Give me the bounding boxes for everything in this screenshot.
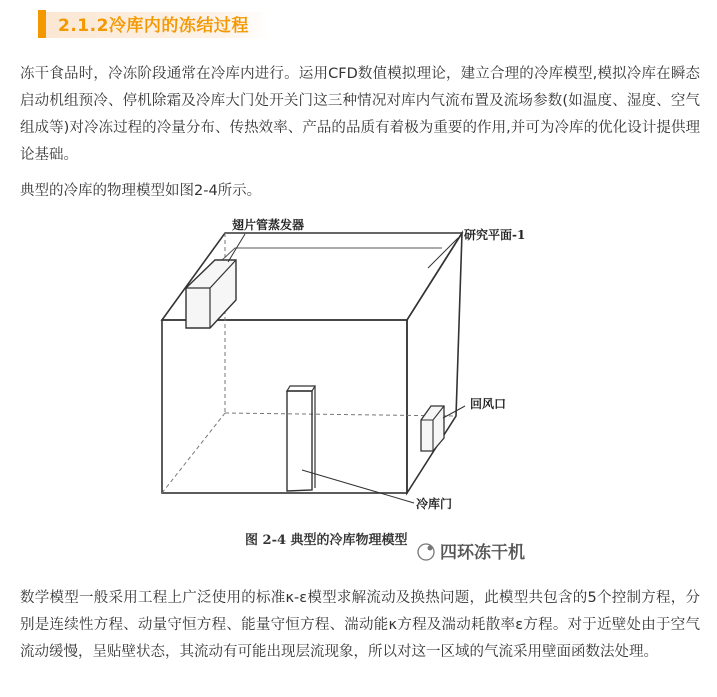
section-title: 2.1.2冷库内的冻结过程 — [58, 16, 249, 36]
hidden-edge-bottom — [225, 413, 456, 416]
box-right-face — [407, 233, 462, 493]
leader-door — [302, 470, 414, 503]
leader-return-vent — [443, 406, 465, 418]
watermark-text: 四环冻干机 — [440, 543, 525, 563]
label-evaporator: 翅片管蒸发器 — [232, 218, 305, 232]
label-return-vent: 回风口 — [470, 397, 507, 411]
figure-caption: 图 2-4 典型的冷库物理模型 — [245, 533, 408, 548]
box-front-face — [162, 320, 407, 493]
label-study-plane: 研究平面-1 — [464, 228, 526, 242]
door-frame — [287, 391, 312, 491]
intro-paragraph: 冻干食品时，冷冻阶段通常在冷库内进行。运用CFD数值模拟理论，建立合理的冷库模型,模拟冷库在瞬态启动机组预冷、停机除霜及冷库大门处开关门这三种情况对库内气流布置及流场参数(如温度、湿度、空气组成等)对冷冻过程的冷量分布、传热效率、产品的品质有着极为重要的作用,并可为冷库的优化设计提供理论基础。 — [20, 66, 700, 163]
evaporator-box — [186, 260, 236, 328]
figure-reference-paragraph: 典型的冷库的物理模型如图2-4所示。 — [20, 183, 262, 199]
cold-storage-diagram — [140, 208, 580, 578]
watermark-icon-dot — [428, 546, 433, 551]
watermark — [418, 542, 525, 563]
label-door: 冷库门 — [416, 497, 453, 511]
door-top — [287, 386, 315, 391]
heading-accent-bar — [38, 10, 46, 38]
cold-storage-figure — [140, 208, 580, 578]
model-paragraph: 数学模型一般采用工程上广泛使用的标准κ-ε模型求解流动及换热问题，此模型共包含的5个控制方程，分别是连续性方程、动量守恒方程、能量守恒方程、湍动能κ方程及湍动耗散率ε方程。对于近壁处由于空气流动缓慢，呈贴壁状态，其流动有可能出现层流现象，所以对这一区域的气流采用壁面函数法处理。 — [20, 590, 700, 660]
hidden-edge-left — [162, 413, 225, 493]
